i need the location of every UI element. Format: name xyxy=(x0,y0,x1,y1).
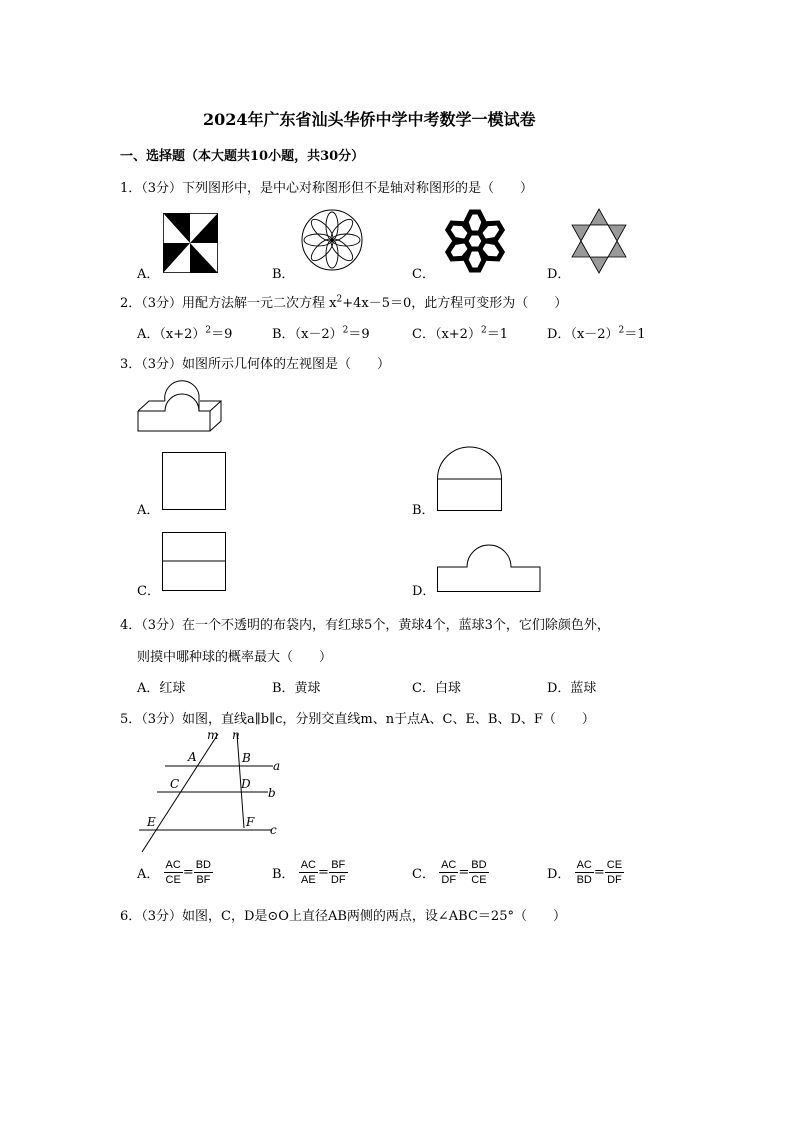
denominator: CE xyxy=(471,874,487,886)
fraction xyxy=(164,858,183,887)
q5-option-label: C． xyxy=(412,867,435,882)
question-2-stem xyxy=(120,292,567,311)
question-4-stem-line2: 则摸中哪种球的概率最大（ ） xyxy=(137,650,333,665)
q2-option-a[interactable] xyxy=(137,323,232,342)
q5-option-a[interactable] xyxy=(137,858,213,887)
fraction xyxy=(329,858,348,887)
solid-3d-figure xyxy=(137,381,223,433)
numerator: AC xyxy=(576,859,592,871)
q2-option-label: D． xyxy=(547,327,571,342)
q2-option-rhs: ＝1 xyxy=(486,327,508,342)
denominator: DF xyxy=(330,874,346,886)
flower-circle-figure xyxy=(300,208,364,272)
question-1-stem: 1．（3分）下列图形中，是中心对称图形但不是轴对称图形的是（ ） xyxy=(120,181,534,196)
label-m: m xyxy=(207,728,219,742)
q2-option-rhs: ＝9 xyxy=(211,327,233,342)
q4-option-c[interactable]: C．白球 xyxy=(412,681,461,696)
q2-option-label: C． xyxy=(412,327,435,342)
question-4-stem-line1: 4．（3分）在一个不透明的布袋内，有红球5个，黄球4个，蓝球3个，它们除颜色外， xyxy=(120,618,610,633)
denominator: BF xyxy=(196,874,211,886)
label-B: B xyxy=(242,751,251,765)
label-A: A xyxy=(188,750,197,764)
q2-option-base: （x+2） xyxy=(159,327,206,342)
q1-option-c[interactable]: C． xyxy=(412,267,435,282)
q2-option-label: B． xyxy=(272,327,295,342)
equals-sign: = xyxy=(458,865,470,880)
fraction xyxy=(194,858,213,887)
q1-option-d[interactable]: D． xyxy=(547,267,571,282)
numerator: AC xyxy=(165,859,181,871)
denominator: CE xyxy=(165,874,181,886)
label-a: a xyxy=(273,759,281,773)
numerator: BD xyxy=(195,859,211,871)
fraction xyxy=(575,858,594,887)
fraction xyxy=(439,858,458,887)
q2-stem-sup: 2 xyxy=(336,294,343,305)
q2-option-base: （x－2） xyxy=(294,327,343,342)
numerator: AC xyxy=(300,859,316,871)
section-heading: 一、选择题（本大题共10小题，共30分） xyxy=(120,149,365,164)
q2-option-sup: 2 xyxy=(205,325,212,336)
snowflake-hexagon-figure xyxy=(439,208,511,274)
denominator: DF xyxy=(607,874,622,886)
fraction xyxy=(299,858,318,887)
numerator: BF xyxy=(329,858,348,873)
q2-option-d[interactable] xyxy=(547,323,646,342)
parallel-lines-figure xyxy=(137,728,282,854)
q2-option-c[interactable] xyxy=(412,323,508,342)
q3-option-d[interactable]: D． xyxy=(412,584,436,599)
star-of-david-figure xyxy=(571,209,627,273)
q2-option-b[interactable] xyxy=(272,323,370,342)
label-n: n xyxy=(232,728,240,742)
page-title: 2024年广东省汕头华侨中学中考数学一模试卷 xyxy=(203,110,536,129)
fraction xyxy=(469,858,488,887)
label-F: F xyxy=(246,815,255,829)
equals-sign: = xyxy=(317,865,329,880)
denominator: BD xyxy=(576,874,592,886)
q2-option-base: （x－2） xyxy=(570,327,619,342)
q2-option-sup: 2 xyxy=(342,325,349,336)
q2-stem-pre: 2．（3分）用配方法解一元二次方程 x xyxy=(120,296,337,311)
question-3-stem: 3．（3分）如图所示几何体的左视图是（ ） xyxy=(120,357,391,372)
q1-option-b[interactable]: B． xyxy=(272,267,295,282)
label-E: E xyxy=(147,815,156,829)
q5-option-label: D． xyxy=(547,867,571,882)
q4-option-a[interactable]: A．红球 xyxy=(137,681,186,696)
q2-option-label: A． xyxy=(137,327,160,342)
left-view-split-rect xyxy=(162,532,227,592)
q3-option-b[interactable]: B． xyxy=(412,503,435,518)
label-C: C xyxy=(170,777,180,791)
denominator: AE xyxy=(301,874,316,886)
q2-option-base: （x+2） xyxy=(434,327,481,342)
fraction xyxy=(605,858,624,887)
denominator: DF xyxy=(441,874,457,886)
equals-sign: = xyxy=(182,865,194,880)
q5-option-d[interactable] xyxy=(547,858,624,887)
q4-option-b[interactable]: B．黄球 xyxy=(272,681,321,696)
q5-option-label: B． xyxy=(272,867,295,882)
label-c: c xyxy=(270,823,277,837)
q5-option-b[interactable] xyxy=(272,858,348,887)
q2-option-sup: 2 xyxy=(618,325,625,336)
q4-option-d[interactable]: D．蓝球 xyxy=(547,681,597,696)
numerator: AC xyxy=(441,859,457,871)
question-6-stem: 6．（3分）如图，C，D是⊙O上直径AB两侧的两点，设∠ABC＝25°（ ） xyxy=(120,909,566,924)
left-view-hump xyxy=(437,541,541,592)
equals-sign: = xyxy=(593,865,605,880)
q2-option-rhs: ＝1 xyxy=(624,327,646,342)
q3-option-a[interactable]: A． xyxy=(137,503,160,518)
label-b: b xyxy=(268,786,276,800)
q5-option-c[interactable] xyxy=(412,858,489,887)
pinwheel-figure xyxy=(163,213,218,273)
left-view-arch xyxy=(437,445,502,511)
q1-option-a[interactable]: A． xyxy=(137,267,160,282)
numerator: BD xyxy=(471,859,487,871)
q2-option-rhs: ＝9 xyxy=(348,327,370,342)
left-view-square xyxy=(162,452,227,510)
q2-stem-post: +4x－5＝0，此方程可变形为（ ） xyxy=(342,296,568,311)
question-5-stem: 5．（3分）如图，直线a∥b∥c，分别交直线m、n于点A、C、E、B、D、F（ ） xyxy=(120,712,595,727)
q5-option-label: A． xyxy=(137,867,160,882)
label-D: D xyxy=(241,777,251,791)
q2-option-sup: 2 xyxy=(480,325,487,336)
numerator: CE xyxy=(606,859,623,871)
q3-option-c[interactable]: C． xyxy=(137,584,160,599)
